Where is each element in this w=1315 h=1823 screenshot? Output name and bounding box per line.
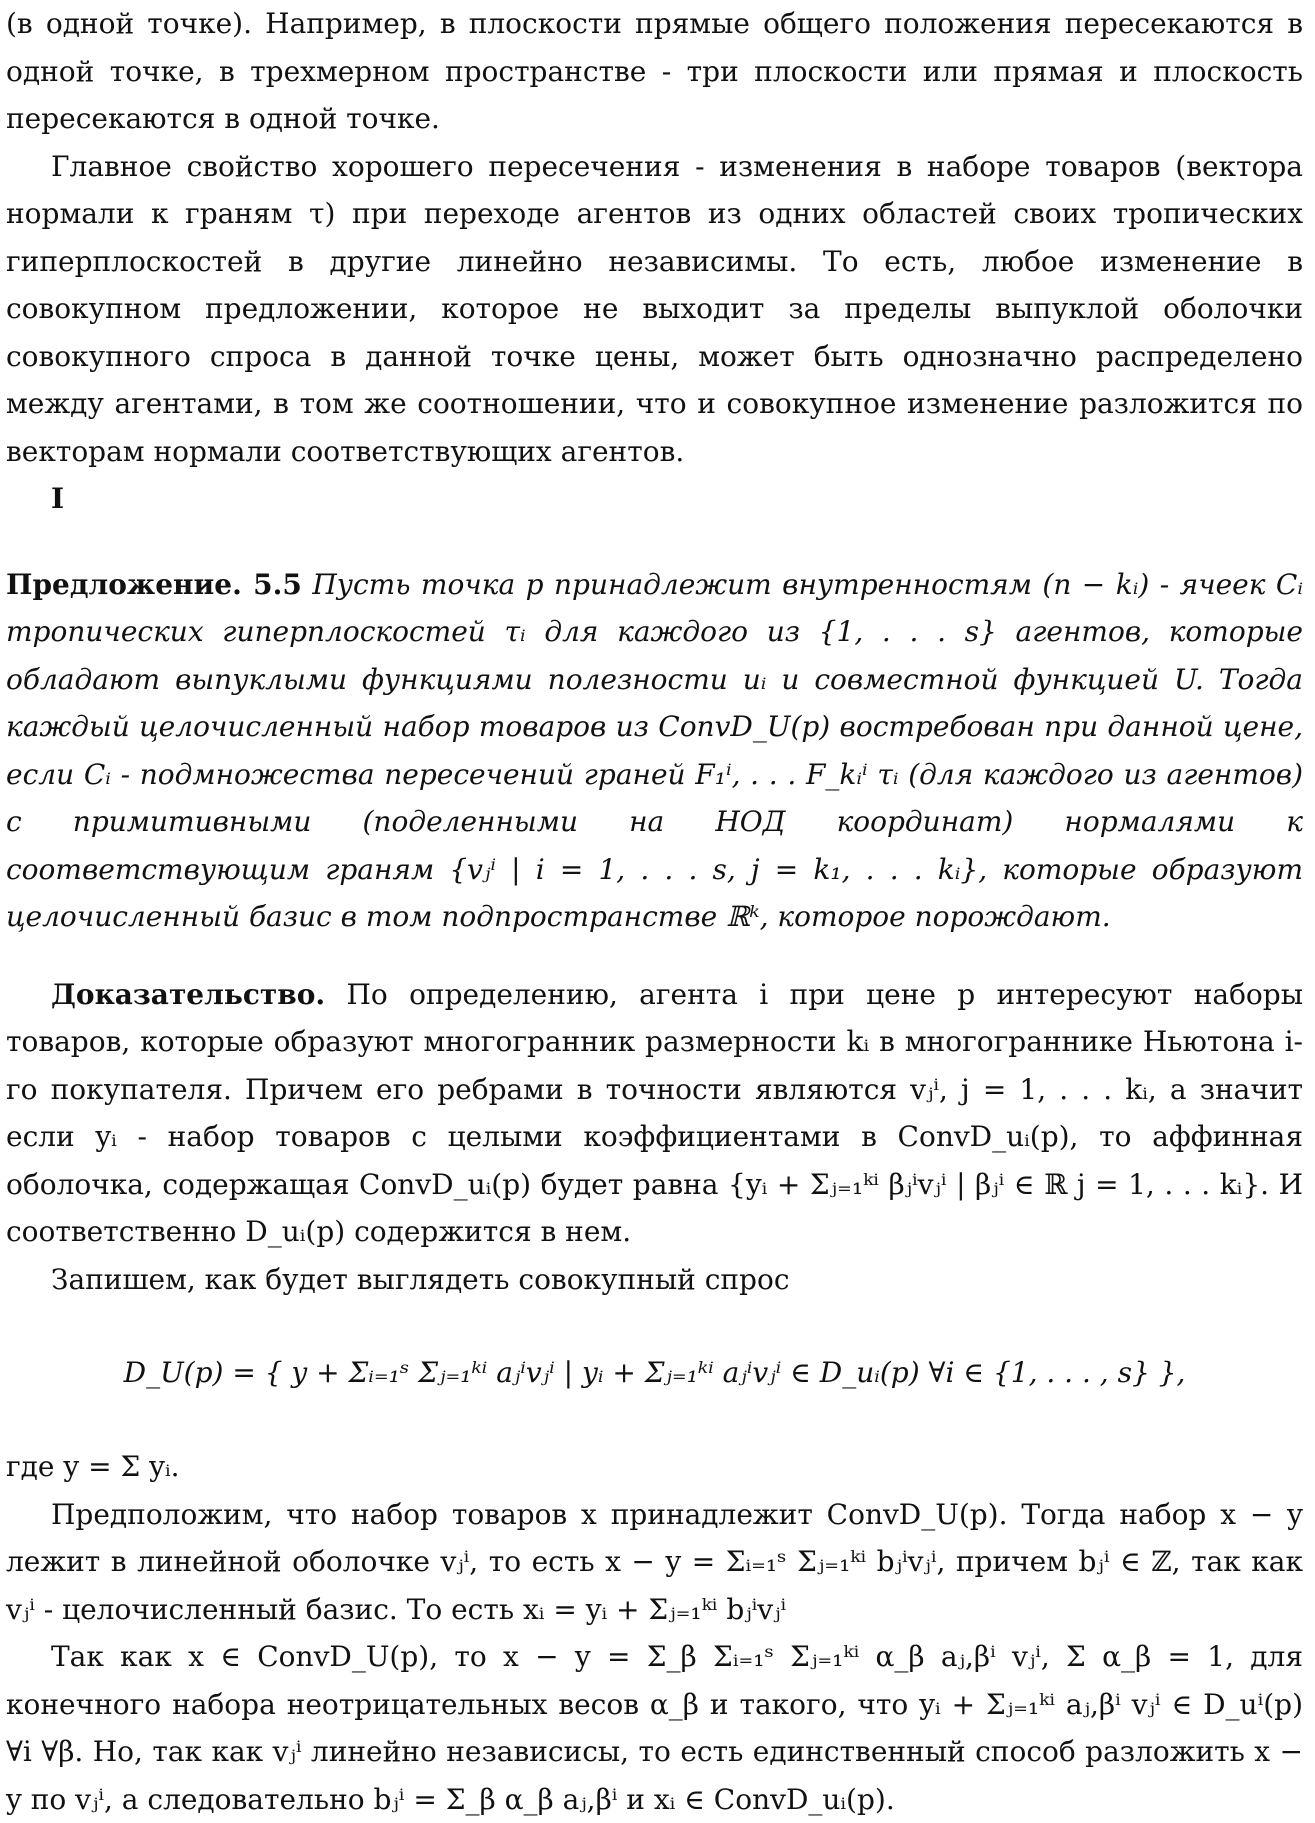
proof-paragraph-3: где y = Σ yᵢ. bbox=[6, 1450, 180, 1483]
paragraph-good-intersection: Главное свойство хорошего пересечения - изменения в наборе товаров (вектора нормали к граням τ) при переходе агентов из одних областей своих тропических гиперплоскостей в другие линейно независимы. То есть, любое изменение в совокупном предложении, которое не выходит за пределы выпуклой оболочки совокупного спроса в данной точке цены, может быть однозначно распределено между агентами, в том же соотношении, что и совокупное изменение разложится по векторам нормали соответствующих агентов. bbox=[6, 149, 1303, 468]
proof-paragraph-2: Запишем, как будет выглядеть совокупный спрос bbox=[51, 1262, 790, 1296]
proof-label: Доказательство. bbox=[51, 977, 326, 1011]
proof-paragraph-1 bbox=[6, 971, 1303, 1256]
proof-paragraph-4: Предположим, что набор товаров x принадлежит ConvD_U(p). Тогда набор x − y лежит в линейной оболочке vⱼⁱ, то есть x − y = Σᵢ₌₁ˢ Σⱼ₌₁ᵏⁱ bⱼⁱvⱼⁱ, причем bⱼⁱ ∈ ℤ, так как vⱼⁱ - целочисленный базис. То есть xᵢ = yᵢ + Σⱼ₌₁ᵏⁱ bⱼⁱvⱼⁱ bbox=[6, 1497, 1303, 1626]
proof-text-1: По определению, агента i при цене p интересуют наборы товаров, которые образуют многогранник размерности kᵢ в многограннике Ньютона i-го покупателя. Причем его ребрами в точности являются vⱼⁱ, j = 1, . . . kᵢ, а значит если yᵢ - набор товаров с целыми коэффициентами в ConvD_uᵢ(p), то аффинная оболочка, содержащая ConvD_uᵢ(p) будет равна {yᵢ + Σⱼ₌₁ᵏⁱ βⱼⁱvⱼⁱ | βⱼⁱ ∈ ℝ j = 1, . . . kᵢ}. И соответственно D_uᵢ(p) содержится в нем. bbox=[6, 977, 1303, 1248]
proposition-label: Предложение. 5.5 bbox=[6, 567, 302, 601]
section-marker: I bbox=[51, 482, 65, 515]
proposition-text: Пусть точка p принадлежит внутренностям (n − kᵢ) - ячеек Cᵢ тропических гиперплоскостей τᵢ для каждого из {1, . . . s} агентов, которые обладают выпуклыми функциями полезности uᵢ и совместной функцией U. Тогда каждый целочисленный набор товаров из ConvD_U(p) востребован при данной цене, если Cᵢ - подмножества пересечений граней F₁ⁱ, . . . F_kᵢⁱ τᵢ (для каждого из агентов) с примитивными (поделенными на НОД координат) нормалями к соответствующим граням {vⱼⁱ | i = 1, . . . s, j = k₁, . . . kᵢ}, которые образуют целочисленный базис в том подпространстве ℝᵏ, которое порождают. bbox=[6, 567, 1303, 933]
proposition-5-5 bbox=[6, 561, 1303, 941]
proof-paragraph-5: Так как x ∈ ConvD_U(p), то x − y = Σ_β Σᵢ₌₁ˢ Σⱼ₌₁ᵏⁱ α_β aⱼ,βⁱ vⱼⁱ, Σ α_β = 1, для конечного набора неотрицательных весов α_β и такого, что yᵢ + Σⱼ₌₁ᵏⁱ aⱼ,βⁱ vⱼⁱ ∈ D_uⁱ(p) ∀i ∀β. Но, так как vⱼⁱ линейно независисы, то есть единственный способ разложить x − y по vⱼⁱ, а следовательно bⱼⁱ = Σ_β α_β aⱼ,βⁱ и xᵢ ∈ ConvD_uᵢ(p). bbox=[6, 1640, 1303, 1816]
aggregate-demand-formula: D_U(p) = { y + Σᵢ₌₁ˢ Σⱼ₌₁ᵏⁱ aⱼⁱvⱼⁱ | yᵢ + Σⱼ₌₁ᵏⁱ aⱼⁱvⱼⁱ ∈ D_uᵢ(p) ∀i ∈ {1, . . . , s} }, bbox=[123, 1356, 1186, 1389]
paragraph-intersection-cont: (в одной точке). Например, в плоскости прямые общего положения пересекаются в одной точке, в трехмерном пространстве - три плоскости или прямая и плоскость пересекаются в одной точке. bbox=[6, 7, 1303, 135]
